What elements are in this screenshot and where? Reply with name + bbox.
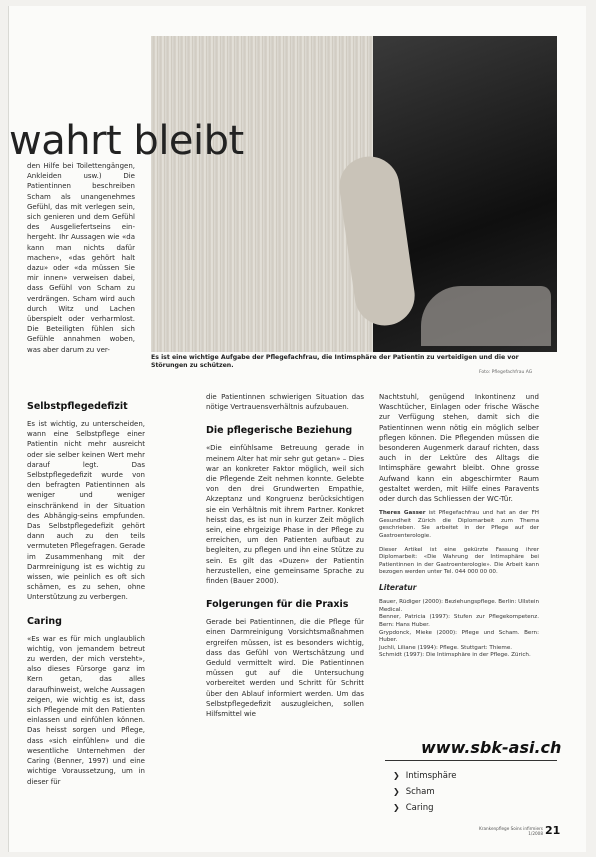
- literature-item: Grypdonck, Mieke (2000): Pflege und Scham. Bern: Huber.: [379, 629, 539, 644]
- column-1-top: [27, 161, 135, 355]
- article-note: Dieser Artikel ist eine gekürzte Fassung ihrer Diplomarbeit: «Die Wahrung der Intimsphäre bei Patientinnen in der Gastroenterologie». Die Arbeit kann bezogen werden unter Tel. 044 000 00 00.: [379, 546, 539, 576]
- divider: [385, 760, 557, 761]
- column-3: [379, 392, 539, 660]
- author-info: ist Pflegefachfrau und hat an der FH Gesundheit Zürich die Diplomarbeit zum Thema geschrieben. Sie arbeitet in der Pflege auf der Gastroenterologie.: [379, 510, 540, 540]
- article-headline: wahrt bleibt: [9, 118, 244, 164]
- keyword-link-intimsphaere[interactable]: [393, 768, 457, 784]
- paragraph: «Es war es für mich unglaublich wichtig, von jemandem betreut zu werden, der mich versteht», also dieses Fürsorge ganz im Kern getan, das alles daraufhinweist, welche Aussagen zeigen, wie wichtig es ist, dass sich Pflegende mit den Patienten einlassen und einfühlen können. Das heisst sorgen und Pflege, dass «sich einfühlen» und die wesentliche Unternehmen der Caring (Benner, 1997) und eine wichtige Voraussetzung, um in dieser für: [27, 634, 145, 786]
- literature-list: [379, 599, 539, 660]
- cloth-graphic: [421, 286, 551, 346]
- subheading-caring: Caring: [27, 615, 62, 627]
- keyword-label: Scham: [405, 787, 435, 797]
- paragraph: den Hilfe bei Toilettengängen, Ankleiden usw.) Die Patientinnen beschreiben Scham als unangenehmes Gefühl, das mit verlegen sein, sich genieren und dem Gefühl des Ausgeliefertseins einhergeht. Ihr Aussagen wie «da kann man nichts dafür machen», «das gehört halt dazu» oder «da müssen Sie mir innen» verweisen dabei, dass Gefühl von Scham zu verdrängen. Scham wird auch durch Witz und Lachen überspielt oder verharmlost. Die Beteiligten fühlen sich Gefühle annahmen woben, was aber darum zu ver-: [27, 162, 135, 354]
- paragraph: Gerade bei Patientinnen, die die Pflege für einen Darmreinigung Vorsichtsmaßnahmen ergreifen müssen, ist es besonders wichtig, dass das Gefühl von Wertschätzung und Geduld vermittelt wird. Die Patientinnen müssen gut auf die Untersuchung vorbereitet werden und Schritt für Schritt über den Ablauf informiert werden. Um das Selbstpflegedefizit auszugleichen, sollen Hilfsmittel wie: [206, 618, 364, 719]
- keyword-links: [393, 768, 457, 816]
- column-1-bottom: [27, 388, 145, 787]
- magazine-page: [8, 6, 586, 852]
- subheading-folgerungen: Folgerungen für die Praxis: [206, 599, 349, 611]
- photo-caption: Es ist eine wichtige Aufgabe der Pflegefachfrau, die Intimsphäre der Patientin zu verteidigen und die vor Störungen zu schützen.: [151, 354, 519, 369]
- literature-item: Bauer, Rüdiger (2000): Beziehungspflege. Berlin: Ullstein Medical.: [379, 599, 539, 613]
- column-2: [206, 392, 364, 719]
- author-box: [379, 510, 539, 540]
- arrow-right-icon: ❯: [393, 803, 400, 812]
- paragraph: «Die einfühlsame Betreuung gerade in meinem Alter hat mir sehr gut getan» – Dies war an konkreter Faktor möglich, weil sich die Pflegende Zeit nehmen konnte. Gelebte von den drei Grundwerten Empathie, Akzeptanz und Kongruenz berücksichtigen sie ein Verhältnis mit ihrem Partner. Konkret heisst das, es ist nun in kurzer Zeit möglich sein, eine ehrgeizige Phase in der Pflege zu erreichen, um den Patienten aufbaut zu begleiten, zu pflegen und ihn eine Stütze zu sein. Es gilt das «Duzen» der Patientin herzustellen, eine gemeinsame Sprache zu finden (Bauer 2000).: [206, 444, 364, 586]
- keyword-link-caring[interactable]: [393, 800, 457, 816]
- arrow-right-icon: ❯: [393, 787, 400, 796]
- paragraph: Es ist wichtig, zu unterscheiden, wann eine Selbstpflege einer Patientin nicht mehr ausreicht oder sie selber keinen Wert mehr darauf legt. Das Selbstpflegedefizit wurde von den befragten Patientinnen als weniger und weniger einschränkend in der Situation des Abhängig-seins empfunden. Das Selbstpflegedefizit gehört dann auch zu den teils vermuteten Pflegefragen. Gerade im Zusammenhang mit der Darmreinigung ist es wichtig zu wissen, wie peinlich es oft sich schämen, es zu sehen, ohne Unterstützung zu verbergen.: [27, 420, 145, 602]
- literature-item: Schmidt (1997): Die Intimsphäre in der Pflege. Zürich.: [379, 652, 531, 659]
- subheading-beziehung: Die pflegerische Beziehung: [206, 425, 353, 437]
- literature-item: Juchli, Liliane (1994): Pflege. Stuttgart: Thieme.: [379, 644, 513, 651]
- keyword-label: Caring: [405, 803, 434, 813]
- page-number: 21: [545, 824, 561, 837]
- author-name: Theres Gasser: [379, 510, 426, 517]
- website-link[interactable]: www.sbk-asi.ch: [421, 738, 562, 757]
- keyword-label: Intimsphäre: [405, 771, 457, 781]
- arrow-right-icon: ❯: [393, 771, 400, 780]
- literature-item: Benner, Patricia (1997): Stufen zur Pflegekompetenz. Bern: Hans Huber.: [379, 614, 539, 628]
- article-photo: [151, 36, 557, 352]
- paragraph: Nachtstuhl, genügend Inkontinenz und Waschtücher, Einlagen oder frische Wäsche zur Verfügung stehen, damit sich die Patientinnen wenn nötig ein möglich selber pflegen können. Die Pflegenden müssen die besonderen Augenmerk darauf richten, dass auch in der Lektüre des Alltags die Intimsphäre gewahrt bleibt. Ohne grosse Aufwand kann ein abgeschirmter Raum gestaltet werden, mit Hilfe eines Paravents oder durch das Schliessen der WC-Tür.: [379, 393, 539, 504]
- footer-info: Krankenpflege Soins infirmiers 1/2008: [478, 826, 543, 837]
- literature-title: Literatur: [379, 582, 417, 592]
- subheading-selbstpflegedefizit: Selbstpflegedefizit: [27, 401, 128, 412]
- keyword-link-scham[interactable]: [393, 784, 457, 800]
- photo-credit: Foto: Pflegefachfrau AG: [479, 370, 533, 375]
- paragraph: die Patientinnen schwierigen Situation das nötige Vertrauensverhältnis aufzubauen.: [206, 393, 364, 412]
